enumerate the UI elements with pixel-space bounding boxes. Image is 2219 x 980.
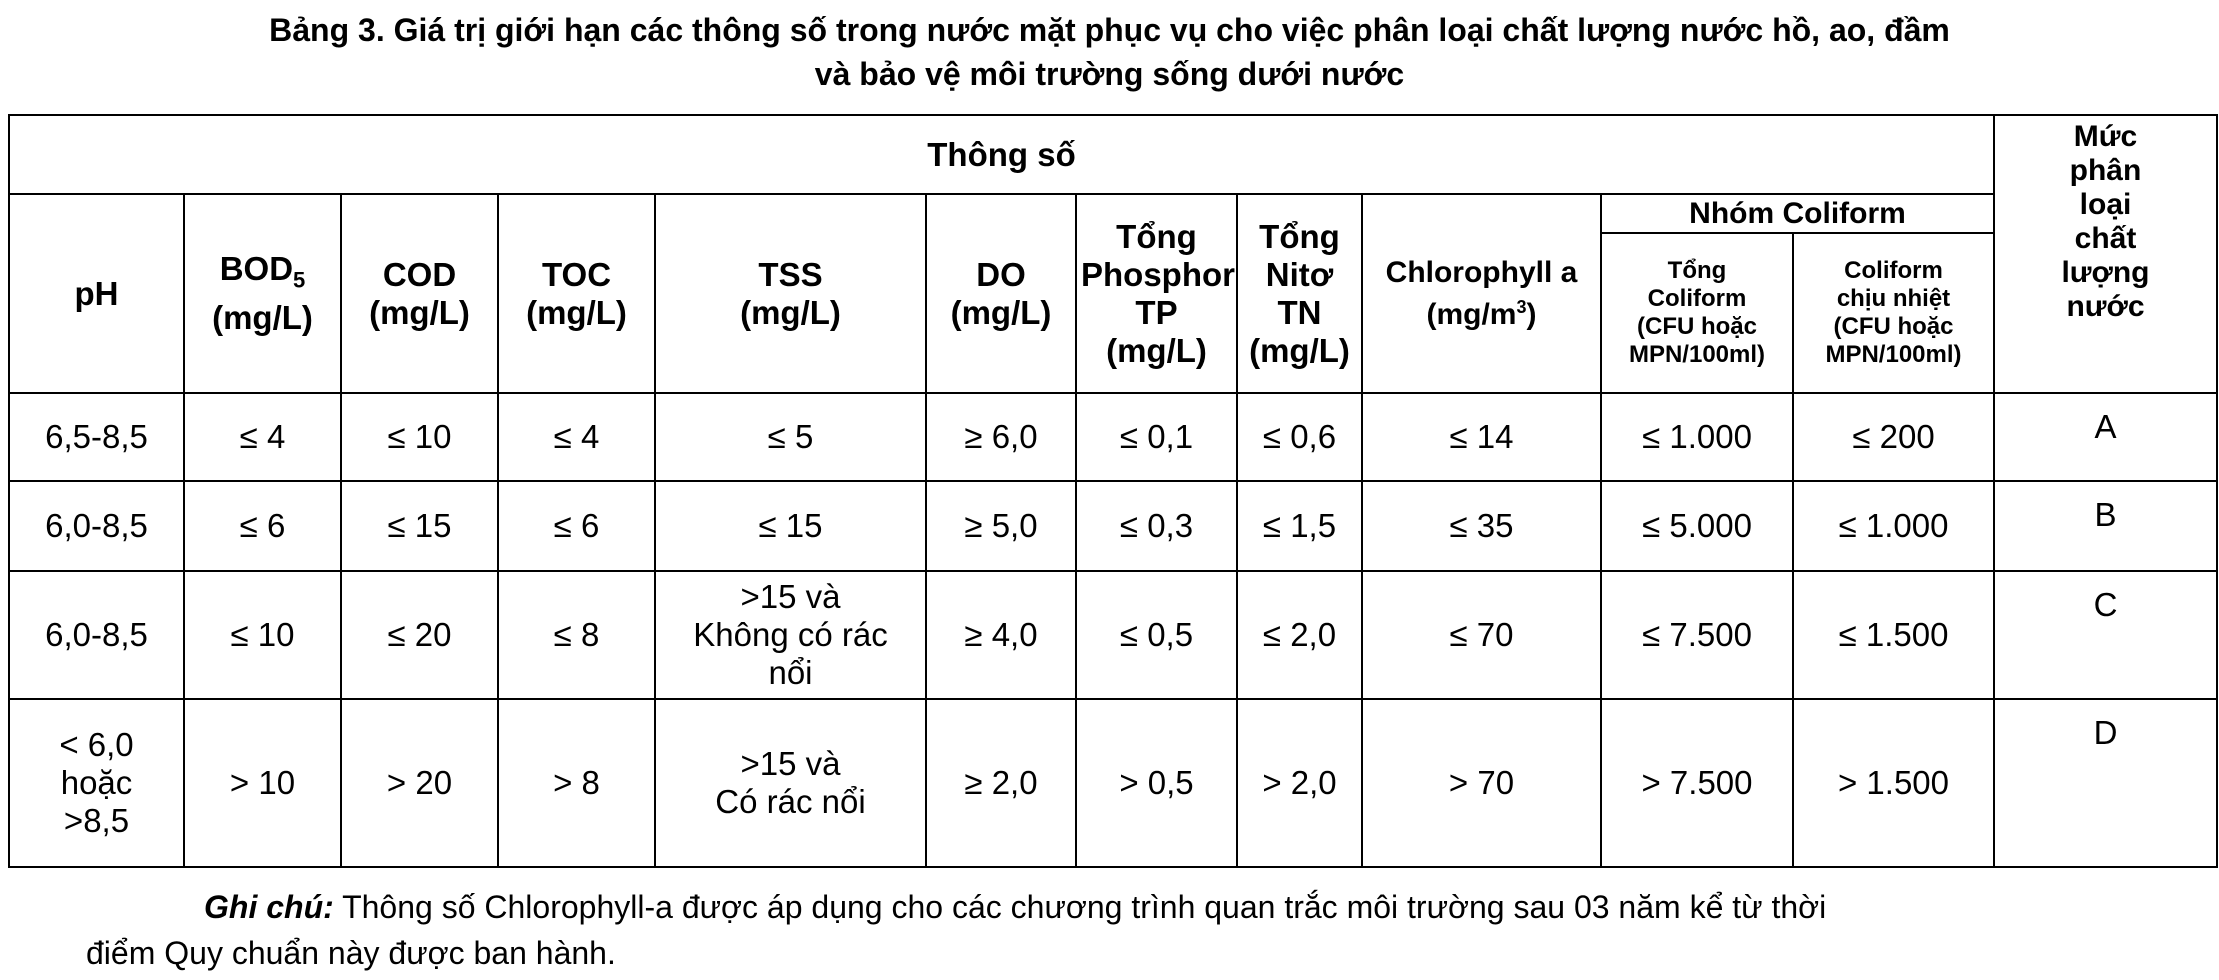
- bod-subscript: 5: [293, 267, 306, 293]
- tn-cell: ≤ 1,5: [1237, 481, 1362, 571]
- tss-cell-line: Có rác nổi: [715, 783, 866, 820]
- chlorophyll-header: [1362, 194, 1601, 393]
- bod-unit: (mg/L): [212, 299, 313, 337]
- water-quality-limits-table: [8, 114, 2218, 868]
- tp-line: Tổng: [1116, 217, 1197, 255]
- thermo-coliform-line: chịu nhiệt: [1836, 285, 1951, 312]
- tss-cell-line: nổi: [768, 654, 813, 691]
- toc-unit: (mg/L): [526, 293, 627, 331]
- grade-header: [1994, 115, 2217, 393]
- cod-label: COD: [382, 255, 457, 293]
- table-row: [9, 481, 2217, 571]
- thermo-coliform-cell: ≤ 1.500: [1793, 571, 1994, 699]
- tn-line: Tổng: [1259, 217, 1340, 255]
- ph-cell: 6,5-8,5: [9, 393, 184, 481]
- toc-cell: > 8: [498, 699, 655, 867]
- tp-cell: ≤ 0,5: [1076, 571, 1237, 699]
- toc-cell: ≤ 4: [498, 393, 655, 481]
- header-row-1: [9, 115, 2217, 194]
- grade-header-line: nước: [2066, 290, 2145, 323]
- cod-cell: > 20: [341, 699, 498, 867]
- cod-header: [341, 194, 498, 393]
- thermo-coliform-line: (CFU hoặc: [1833, 313, 1954, 340]
- tp-cell: > 0,5: [1076, 699, 1237, 867]
- grade-cell: A: [1994, 393, 2217, 481]
- ph-header: pH: [9, 194, 184, 393]
- tss-cell-line: >15 và: [740, 578, 841, 615]
- tp-header: [1076, 194, 1237, 393]
- table-row: [9, 699, 2217, 867]
- tp-cell: ≤ 0,1: [1076, 393, 1237, 481]
- grade-header-line: loại: [2079, 188, 2132, 221]
- total-coliform-line: Coliform: [1647, 285, 1747, 312]
- chlorophyll-label: Chlorophyll a: [1385, 255, 1578, 289]
- table-title-line-1: Bảng 3. Giá trị giới hạn các thông số trong nước mặt phục vụ cho việc phân loại chất lượng nước hồ, ao, đầm: [269, 12, 1950, 48]
- bod-cell: ≤ 4: [184, 393, 341, 481]
- toc-cell: ≤ 6: [498, 481, 655, 571]
- table-row: [9, 571, 2217, 699]
- total-coliform-line: MPN/100ml): [1628, 341, 1766, 368]
- do-cell: ≥ 6,0: [926, 393, 1076, 481]
- cod-cell: ≤ 10: [341, 393, 498, 481]
- table-row: [9, 393, 2217, 481]
- tp-cell: ≤ 0,3: [1076, 481, 1237, 571]
- grade-header-line: Mức: [2073, 120, 2138, 153]
- grade-header-line: chất: [2074, 222, 2137, 255]
- thermo-coliform-cell: ≤ 200: [1793, 393, 1994, 481]
- toc-label: TOC: [541, 255, 612, 293]
- tss-label: TSS: [758, 255, 823, 293]
- coliform-group-header: Nhóm Coliform: [1601, 194, 1994, 233]
- bod-cell: > 10: [184, 699, 341, 867]
- ph-cell-line: < 6,0: [59, 726, 134, 763]
- chlorophyll-unit: $(mg/m^3)$: [1426, 296, 1537, 331]
- tss-cell: ≤ 15: [655, 481, 926, 571]
- cod-cell: ≤ 15: [341, 481, 498, 571]
- total-coliform-cell: ≤ 1.000: [1601, 393, 1793, 481]
- tss-cell: [655, 571, 926, 699]
- toc-header: [498, 194, 655, 393]
- total-coliform-cell: ≤ 5.000: [1601, 481, 1793, 571]
- bod-cell: ≤ 6: [184, 481, 341, 571]
- do-label: DO: [976, 255, 1026, 293]
- grade-cell: C: [1994, 571, 2217, 699]
- tss-cell-line: >15 và: [740, 745, 841, 782]
- thermo-coliform-cell: ≤ 1.000: [1793, 481, 1994, 571]
- bod-header: [184, 194, 341, 393]
- tn-cell: ≤ 2,0: [1237, 571, 1362, 699]
- parameters-group-header: Thông số: [9, 115, 1994, 194]
- chlorophyll-unit-superscript: 3: [1516, 296, 1527, 317]
- bod-cell: ≤ 10: [184, 571, 341, 699]
- ph-cell: 6,0-8,5: [9, 481, 184, 571]
- tp-line: Phosphor: [1081, 255, 1235, 293]
- ph-cell-line: hoặc: [60, 764, 133, 801]
- tss-cell: ≤ 5: [655, 393, 926, 481]
- total-coliform-header: [1601, 233, 1793, 393]
- tss-unit: (mg/L): [740, 293, 841, 331]
- cod-unit: (mg/L): [369, 293, 470, 331]
- footnote: [86, 884, 2196, 976]
- total-coliform-line: Tổng: [1667, 257, 1727, 284]
- tn-cell: ≤ 0,6: [1237, 393, 1362, 481]
- tn-cell: > 2,0: [1237, 699, 1362, 867]
- chlorophyll-cell: ≤ 14: [1362, 393, 1601, 481]
- chlorophyll-cell: > 70: [1362, 699, 1601, 867]
- header-row-2: [9, 194, 2217, 233]
- bod-label: BOD: [219, 249, 294, 287]
- grade-cell: B: [1994, 481, 2217, 571]
- tn-header: [1237, 194, 1362, 393]
- thermo-coliform-line: Coliform: [1844, 257, 1943, 284]
- thermo-coliform-cell: > 1.500: [1793, 699, 1994, 867]
- tss-header: [655, 194, 926, 393]
- do-cell: ≥ 5,0: [926, 481, 1076, 571]
- ph-cell: 6,0-8,5: [9, 571, 184, 699]
- grade-header-line: phân: [2069, 154, 2142, 187]
- table-title-line-2: và bảo vệ môi trường sống dưới nước: [814, 56, 1405, 92]
- tp-unit: (mg/L): [1106, 331, 1207, 369]
- total-coliform-cell: > 7.500: [1601, 699, 1793, 867]
- tn-unit: (mg/L): [1249, 331, 1350, 369]
- tp-line: TP: [1135, 293, 1178, 331]
- tn-line: Nitơ: [1265, 255, 1334, 293]
- tss-cell-line: Không có rác: [693, 616, 888, 653]
- footnote-text: Thông số Chlorophyll-a được áp dụng cho các chương trình quan trắc môi trường sau 03 năm kể từ thời: [333, 889, 1827, 925]
- total-coliform-line: (CFU hoặc: [1637, 313, 1757, 340]
- ph-cell: [9, 699, 184, 867]
- total-coliform-cell: ≤ 7.500: [1601, 571, 1793, 699]
- chlorophyll-cell: ≤ 70: [1362, 571, 1601, 699]
- footnote-label: Ghi chú:: [204, 889, 334, 925]
- do-cell: ≥ 4,0: [926, 571, 1076, 699]
- do-unit: (mg/L): [950, 293, 1052, 331]
- toc-cell: ≤ 8: [498, 571, 655, 699]
- chlorophyll-cell: ≤ 35: [1362, 481, 1601, 571]
- do-cell: ≥ 2,0: [926, 699, 1076, 867]
- ph-cell-line: >8,5: [63, 802, 130, 839]
- tss-cell: [655, 699, 926, 867]
- cod-cell: ≤ 20: [341, 571, 498, 699]
- do-header: [926, 194, 1076, 393]
- tn-line: TN: [1277, 293, 1322, 331]
- grade-header-line: lượng: [2061, 256, 2150, 289]
- table-title: [0, 8, 2219, 96]
- footnote-text-continued: điểm Quy chuẩn này được ban hành.: [86, 935, 616, 971]
- thermo-coliform-line: MPN/100ml): [1825, 341, 1962, 368]
- grade-cell: D: [1994, 699, 2217, 867]
- thermotolerant-coliform-header: [1793, 233, 1994, 393]
